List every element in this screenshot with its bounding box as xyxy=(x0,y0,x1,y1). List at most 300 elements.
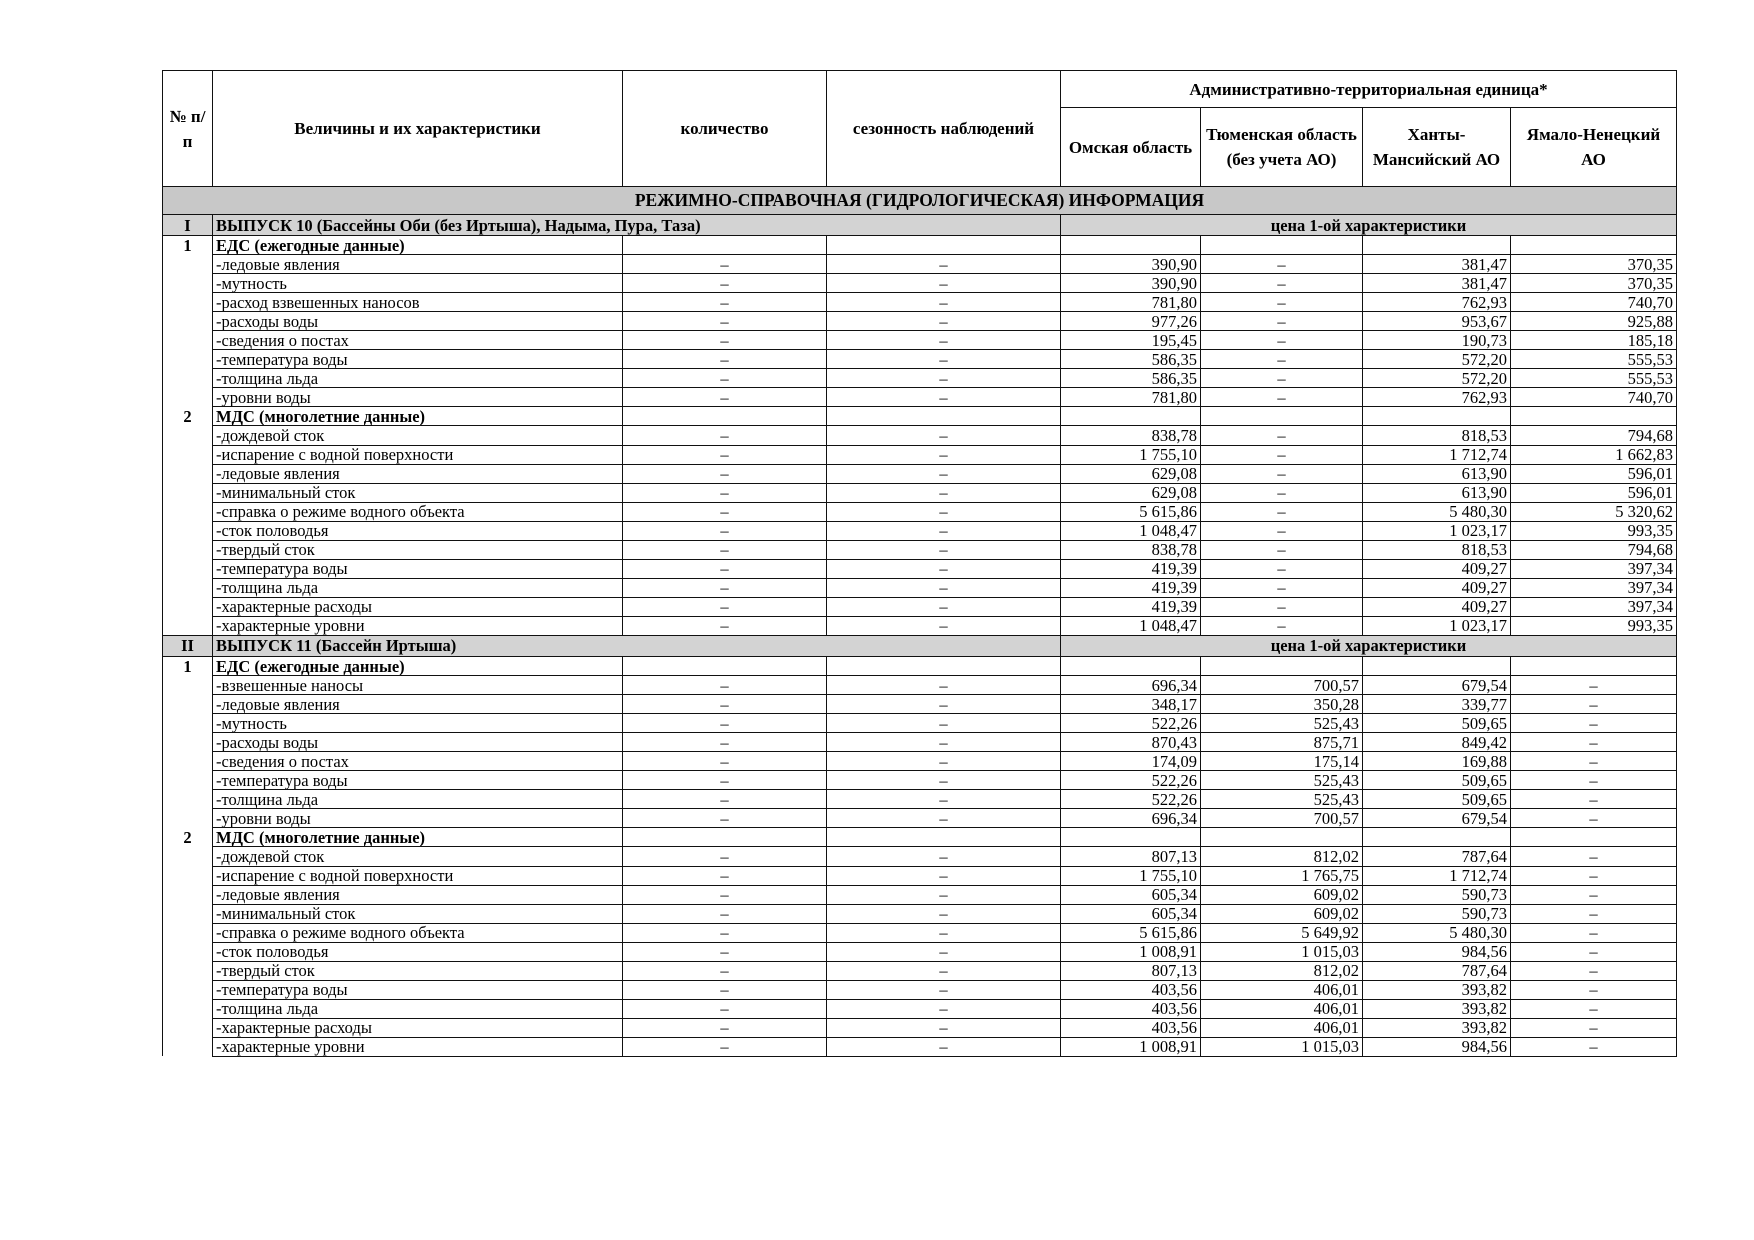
characteristic-name: -характерные расходы xyxy=(213,1018,623,1037)
value-yanao: 397,34 xyxy=(1511,578,1677,597)
value-tyumen: – xyxy=(1201,483,1363,502)
value-omsk: 807,13 xyxy=(1061,847,1201,866)
value-omsk: 195,45 xyxy=(1061,331,1201,350)
empty-cell xyxy=(827,236,1061,255)
row-number-cell xyxy=(163,847,213,866)
value-tyumen: 406,01 xyxy=(1201,980,1363,999)
empty-cell xyxy=(1201,656,1363,675)
release-title: ВЫПУСК 11 (Бассейн Иртыша) xyxy=(213,635,1061,656)
value-omsk: 403,56 xyxy=(1061,999,1201,1018)
value-tyumen: – xyxy=(1201,312,1363,331)
value-omsk: 403,56 xyxy=(1061,1018,1201,1037)
table-row xyxy=(163,942,1677,961)
characteristic-name: -дождевой сток xyxy=(213,426,623,445)
value-tyumen: 609,02 xyxy=(1201,885,1363,904)
characteristic-name: -минимальный сток xyxy=(213,904,623,923)
characteristic-name: -расходы воды xyxy=(213,733,623,752)
value-tyumen: 609,02 xyxy=(1201,904,1363,923)
value-khmao: 1 023,17 xyxy=(1363,616,1511,635)
seasonality-cell: – xyxy=(827,350,1061,369)
value-tyumen: – xyxy=(1201,597,1363,616)
table-row xyxy=(163,464,1677,483)
value-yanao: 370,35 xyxy=(1511,274,1677,293)
seasonality-cell: – xyxy=(827,445,1061,464)
value-yanao: – xyxy=(1511,904,1677,923)
table-row xyxy=(163,809,1677,828)
row-number-cell xyxy=(163,578,213,597)
quantity-cell: – xyxy=(623,388,827,407)
value-omsk: 419,39 xyxy=(1061,578,1201,597)
table-row xyxy=(163,980,1677,999)
value-tyumen: – xyxy=(1201,274,1363,293)
value-yanao: – xyxy=(1511,866,1677,885)
row-number-cell xyxy=(163,771,213,790)
empty-cell xyxy=(623,656,827,675)
table-row xyxy=(163,923,1677,942)
characteristic-name: -испарение с водной поверхности xyxy=(213,866,623,885)
empty-cell xyxy=(1201,828,1363,847)
seasonality-cell: – xyxy=(827,866,1061,885)
release-number: I xyxy=(163,215,213,236)
value-tyumen: 406,01 xyxy=(1201,999,1363,1018)
empty-cell xyxy=(1061,656,1201,675)
group-number: 2 xyxy=(163,407,213,426)
release-title: ВЫПУСК 10 (Бассейны Оби (без Иртыша), Надыма, Пура, Таза) xyxy=(213,215,1061,236)
value-khmao: 393,82 xyxy=(1363,980,1511,999)
table-row xyxy=(163,293,1677,312)
value-tyumen: – xyxy=(1201,464,1363,483)
characteristic-name: -взвешенные наносы xyxy=(213,676,623,695)
empty-cell xyxy=(827,828,1061,847)
row-number-cell xyxy=(163,255,213,274)
value-yanao: 596,01 xyxy=(1511,483,1677,502)
value-yanao: 925,88 xyxy=(1511,312,1677,331)
table-row xyxy=(163,733,1677,752)
value-yanao: 555,53 xyxy=(1511,369,1677,388)
value-omsk: 605,34 xyxy=(1061,904,1201,923)
characteristic-name: -толщина льда xyxy=(213,578,623,597)
section-row xyxy=(163,187,1677,215)
value-tyumen: 350,28 xyxy=(1201,695,1363,714)
quantity-cell: – xyxy=(623,714,827,733)
quantity-cell: – xyxy=(623,293,827,312)
value-omsk: 348,17 xyxy=(1061,695,1201,714)
row-number-cell xyxy=(163,999,213,1018)
header-characteristics: Величины и их характеристики xyxy=(213,71,623,187)
quantity-cell: – xyxy=(623,559,827,578)
value-yanao: – xyxy=(1511,847,1677,866)
table-row xyxy=(163,616,1677,635)
value-yanao: – xyxy=(1511,999,1677,1018)
value-omsk: 696,34 xyxy=(1061,676,1201,695)
characteristic-name: -уровни воды xyxy=(213,388,623,407)
table-row xyxy=(163,350,1677,369)
row-number-cell xyxy=(163,752,213,771)
characteristic-name: -расходы воды xyxy=(213,312,623,331)
quantity-cell: – xyxy=(623,483,827,502)
value-yanao: 5 320,62 xyxy=(1511,502,1677,521)
release-price-label: цена 1-ой характеристики xyxy=(1061,635,1677,656)
seasonality-cell: – xyxy=(827,961,1061,980)
seasonality-cell: – xyxy=(827,999,1061,1018)
value-khmao: 762,93 xyxy=(1363,293,1511,312)
characteristic-name: -мутность xyxy=(213,714,623,733)
seasonality-cell: – xyxy=(827,369,1061,388)
value-khmao: 679,54 xyxy=(1363,676,1511,695)
row-number-cell xyxy=(163,866,213,885)
table-row xyxy=(163,961,1677,980)
table-row xyxy=(163,578,1677,597)
value-omsk: 1 755,10 xyxy=(1061,866,1201,885)
characteristic-name: -мутность xyxy=(213,274,623,293)
value-yanao: – xyxy=(1511,961,1677,980)
quantity-cell: – xyxy=(623,695,827,714)
seasonality-cell: – xyxy=(827,771,1061,790)
value-omsk: 781,80 xyxy=(1061,388,1201,407)
value-khmao: 409,27 xyxy=(1363,597,1511,616)
quantity-cell: – xyxy=(623,350,827,369)
value-omsk: 390,90 xyxy=(1061,255,1201,274)
empty-cell xyxy=(1201,407,1363,426)
characteristic-name: -характерные уровни xyxy=(213,1037,623,1056)
value-tyumen: 875,71 xyxy=(1201,733,1363,752)
value-yanao: 555,53 xyxy=(1511,350,1677,369)
quantity-cell: – xyxy=(623,540,827,559)
quantity-cell: – xyxy=(623,923,827,942)
value-khmao: 509,65 xyxy=(1363,771,1511,790)
quantity-cell: – xyxy=(623,790,827,809)
table-row xyxy=(163,999,1677,1018)
value-yanao: 596,01 xyxy=(1511,464,1677,483)
quantity-cell: – xyxy=(623,809,827,828)
table-row xyxy=(163,676,1677,695)
characteristic-name: -температура воды xyxy=(213,980,623,999)
value-yanao: – xyxy=(1511,885,1677,904)
value-omsk: 696,34 xyxy=(1061,809,1201,828)
value-tyumen: – xyxy=(1201,255,1363,274)
quantity-cell: – xyxy=(623,676,827,695)
value-yanao: 185,18 xyxy=(1511,331,1677,350)
value-yanao: 740,70 xyxy=(1511,388,1677,407)
row-number-cell xyxy=(163,426,213,445)
value-yanao: – xyxy=(1511,942,1677,961)
empty-cell xyxy=(827,407,1061,426)
value-omsk: 390,90 xyxy=(1061,274,1201,293)
value-yanao: 993,35 xyxy=(1511,521,1677,540)
value-omsk: 586,35 xyxy=(1061,369,1201,388)
group-title: МДС (многолетние данные) xyxy=(213,407,623,426)
row-number-cell xyxy=(163,312,213,331)
value-khmao: 1 023,17 xyxy=(1363,521,1511,540)
row-number-cell xyxy=(163,274,213,293)
table-row xyxy=(163,597,1677,616)
seasonality-cell: – xyxy=(827,559,1061,578)
characteristic-name: -ледовые явления xyxy=(213,255,623,274)
value-tyumen: – xyxy=(1201,521,1363,540)
row-number-cell xyxy=(163,521,213,540)
row-number-cell xyxy=(163,331,213,350)
value-yanao: 993,35 xyxy=(1511,616,1677,635)
value-omsk: 838,78 xyxy=(1061,540,1201,559)
value-omsk: 1 755,10 xyxy=(1061,445,1201,464)
value-tyumen: – xyxy=(1201,616,1363,635)
seasonality-cell: – xyxy=(827,885,1061,904)
header-admin-unit: Административно-территориальная единица* xyxy=(1061,71,1677,108)
value-khmao: 190,73 xyxy=(1363,331,1511,350)
header-region-omsk: Омская область xyxy=(1061,108,1201,187)
seasonality-cell: – xyxy=(827,312,1061,331)
table-row xyxy=(163,847,1677,866)
table-row xyxy=(163,483,1677,502)
empty-cell xyxy=(1363,407,1511,426)
value-omsk: 870,43 xyxy=(1061,733,1201,752)
header-number: № п/п xyxy=(163,71,213,187)
value-tyumen: 175,14 xyxy=(1201,752,1363,771)
empty-cell xyxy=(1511,236,1677,255)
row-number-cell xyxy=(163,809,213,828)
value-omsk: 977,26 xyxy=(1061,312,1201,331)
value-omsk: 5 615,86 xyxy=(1061,502,1201,521)
value-tyumen: 1 015,03 xyxy=(1201,942,1363,961)
value-omsk: 586,35 xyxy=(1061,350,1201,369)
row-number-cell xyxy=(163,942,213,961)
seasonality-cell: – xyxy=(827,426,1061,445)
characteristic-name: -характерные расходы xyxy=(213,597,623,616)
characteristic-name: -справка о режиме водного объекта xyxy=(213,502,623,521)
value-khmao: 572,20 xyxy=(1363,369,1511,388)
row-number-cell xyxy=(163,904,213,923)
table-row xyxy=(163,331,1677,350)
seasonality-cell: – xyxy=(827,483,1061,502)
empty-cell xyxy=(1061,236,1201,255)
table-row xyxy=(163,312,1677,331)
value-omsk: 1 048,47 xyxy=(1061,521,1201,540)
value-yanao: – xyxy=(1511,1018,1677,1037)
table-row xyxy=(163,426,1677,445)
quantity-cell: – xyxy=(623,502,827,521)
value-tyumen: – xyxy=(1201,445,1363,464)
value-khmao: 393,82 xyxy=(1363,999,1511,1018)
seasonality-cell: – xyxy=(827,942,1061,961)
empty-cell xyxy=(1511,656,1677,675)
value-tyumen: 525,43 xyxy=(1201,771,1363,790)
group-title: ЕДС (ежегодные данные) xyxy=(213,236,623,255)
release-row xyxy=(163,215,1677,236)
row-number-cell xyxy=(163,980,213,999)
group-number: 1 xyxy=(163,236,213,255)
seasonality-cell: – xyxy=(827,274,1061,293)
table-row xyxy=(163,752,1677,771)
release-number: II xyxy=(163,635,213,656)
characteristic-name: -характерные уровни xyxy=(213,616,623,635)
row-number-cell xyxy=(163,293,213,312)
row-number-cell xyxy=(163,369,213,388)
seasonality-cell: – xyxy=(827,714,1061,733)
value-omsk: 522,26 xyxy=(1061,771,1201,790)
seasonality-cell: – xyxy=(827,1037,1061,1056)
value-yanao: – xyxy=(1511,752,1677,771)
value-omsk: 605,34 xyxy=(1061,885,1201,904)
row-number-cell xyxy=(163,559,213,578)
value-omsk: 403,56 xyxy=(1061,980,1201,999)
seasonality-cell: – xyxy=(827,616,1061,635)
value-yanao: 397,34 xyxy=(1511,597,1677,616)
value-khmao: 409,27 xyxy=(1363,559,1511,578)
value-khmao: 393,82 xyxy=(1363,1018,1511,1037)
row-number-cell xyxy=(163,502,213,521)
value-yanao: – xyxy=(1511,923,1677,942)
value-omsk: 629,08 xyxy=(1061,464,1201,483)
characteristic-name: -сток половодья xyxy=(213,942,623,961)
characteristic-name: -сток половодья xyxy=(213,521,623,540)
group-row xyxy=(163,656,1677,675)
group-row xyxy=(163,828,1677,847)
characteristic-name: -дождевой сток xyxy=(213,847,623,866)
characteristic-name: -ледовые явления xyxy=(213,885,623,904)
group-number: 1 xyxy=(163,656,213,675)
table-row xyxy=(163,790,1677,809)
value-tyumen: 1 765,75 xyxy=(1201,866,1363,885)
row-number-cell xyxy=(163,483,213,502)
value-khmao: 509,65 xyxy=(1363,790,1511,809)
quantity-cell: – xyxy=(623,904,827,923)
quantity-cell: – xyxy=(623,752,827,771)
value-yanao: – xyxy=(1511,771,1677,790)
seasonality-cell: – xyxy=(827,540,1061,559)
value-yanao: – xyxy=(1511,1037,1677,1056)
value-omsk: 419,39 xyxy=(1061,559,1201,578)
value-khmao: 787,64 xyxy=(1363,847,1511,866)
value-omsk: 5 615,86 xyxy=(1061,923,1201,942)
characteristic-name: -уровни воды xyxy=(213,809,623,828)
value-omsk: 419,39 xyxy=(1061,597,1201,616)
value-omsk: 629,08 xyxy=(1061,483,1201,502)
value-tyumen: 812,02 xyxy=(1201,961,1363,980)
seasonality-cell: – xyxy=(827,521,1061,540)
header-region-yanao: Ямало-Ненецкий АО xyxy=(1511,108,1677,187)
characteristic-name: -сведения о постах xyxy=(213,331,623,350)
table-row xyxy=(163,1037,1677,1056)
value-yanao: 794,68 xyxy=(1511,426,1677,445)
characteristic-name: -толщина льда xyxy=(213,790,623,809)
table-row xyxy=(163,502,1677,521)
value-khmao: 590,73 xyxy=(1363,885,1511,904)
value-khmao: 613,90 xyxy=(1363,483,1511,502)
table-row xyxy=(163,904,1677,923)
seasonality-cell: – xyxy=(827,255,1061,274)
quantity-cell: – xyxy=(623,942,827,961)
row-number-cell xyxy=(163,445,213,464)
quantity-cell: – xyxy=(623,1037,827,1056)
value-khmao: 818,53 xyxy=(1363,426,1511,445)
row-number-cell xyxy=(163,923,213,942)
row-number-cell xyxy=(163,961,213,980)
value-khmao: 5 480,30 xyxy=(1363,923,1511,942)
quantity-cell: – xyxy=(623,369,827,388)
characteristic-name: -ледовые явления xyxy=(213,464,623,483)
value-khmao: 339,77 xyxy=(1363,695,1511,714)
release-price-label: цена 1-ой характеристики xyxy=(1061,215,1677,236)
value-yanao: – xyxy=(1511,790,1677,809)
characteristic-name: -толщина льда xyxy=(213,999,623,1018)
value-yanao: – xyxy=(1511,695,1677,714)
value-khmao: 953,67 xyxy=(1363,312,1511,331)
empty-cell xyxy=(1363,828,1511,847)
empty-cell xyxy=(1061,828,1201,847)
value-tyumen: – xyxy=(1201,559,1363,578)
value-khmao: 1 712,74 xyxy=(1363,866,1511,885)
value-omsk: 522,26 xyxy=(1061,714,1201,733)
table-body xyxy=(163,187,1677,1057)
row-number-cell xyxy=(163,597,213,616)
seasonality-cell: – xyxy=(827,752,1061,771)
group-row xyxy=(163,407,1677,426)
characteristic-name: -сведения о постах xyxy=(213,752,623,771)
seasonality-cell: – xyxy=(827,790,1061,809)
value-khmao: 849,42 xyxy=(1363,733,1511,752)
header-region-tyumen: Тюменская область (без учета АО) xyxy=(1201,108,1363,187)
empty-cell xyxy=(1511,828,1677,847)
group-title: ЕДС (ежегодные данные) xyxy=(213,656,623,675)
value-yanao: 370,35 xyxy=(1511,255,1677,274)
value-khmao: 572,20 xyxy=(1363,350,1511,369)
quantity-cell: – xyxy=(623,999,827,1018)
table-row xyxy=(163,445,1677,464)
value-tyumen: – xyxy=(1201,502,1363,521)
row-number-cell xyxy=(163,733,213,752)
row-number-cell xyxy=(163,1037,213,1056)
table-row xyxy=(163,521,1677,540)
value-yanao: – xyxy=(1511,980,1677,999)
table-row xyxy=(163,714,1677,733)
characteristic-name: -температура воды xyxy=(213,559,623,578)
value-omsk: 1 008,91 xyxy=(1061,942,1201,961)
value-khmao: 381,47 xyxy=(1363,274,1511,293)
characteristic-name: -ледовые явления xyxy=(213,695,623,714)
characteristic-name: -твердый сток xyxy=(213,540,623,559)
quantity-cell: – xyxy=(623,980,827,999)
value-khmao: 381,47 xyxy=(1363,255,1511,274)
value-tyumen: – xyxy=(1201,388,1363,407)
value-tyumen: – xyxy=(1201,578,1363,597)
value-yanao: 397,34 xyxy=(1511,559,1677,578)
value-yanao: – xyxy=(1511,714,1677,733)
header-region-khmao: Ханты-Мансийский АО xyxy=(1363,108,1511,187)
quantity-cell: – xyxy=(623,885,827,904)
seasonality-cell: – xyxy=(827,578,1061,597)
value-yanao: 1 662,83 xyxy=(1511,445,1677,464)
characteristic-name: -твердый сток xyxy=(213,961,623,980)
quantity-cell: – xyxy=(623,255,827,274)
quantity-cell: – xyxy=(623,426,827,445)
value-tyumen: – xyxy=(1201,331,1363,350)
row-number-cell xyxy=(163,540,213,559)
value-omsk: 838,78 xyxy=(1061,426,1201,445)
seasonality-cell: – xyxy=(827,809,1061,828)
value-omsk: 1 008,91 xyxy=(1061,1037,1201,1056)
quantity-cell: – xyxy=(623,616,827,635)
seasonality-cell: – xyxy=(827,331,1061,350)
quantity-cell: – xyxy=(623,847,827,866)
quantity-cell: – xyxy=(623,771,827,790)
seasonality-cell: – xyxy=(827,388,1061,407)
quantity-cell: – xyxy=(623,464,827,483)
seasonality-cell: – xyxy=(827,847,1061,866)
value-khmao: 762,93 xyxy=(1363,388,1511,407)
value-tyumen: – xyxy=(1201,540,1363,559)
value-khmao: 679,54 xyxy=(1363,809,1511,828)
empty-cell xyxy=(623,828,827,847)
